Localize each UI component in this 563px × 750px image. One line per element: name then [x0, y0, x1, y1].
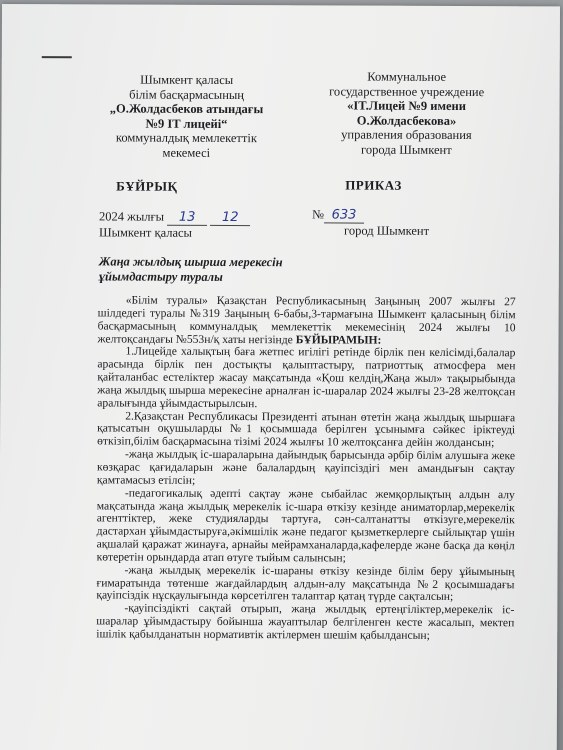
- left-header-line: білім басқармасының: [129, 87, 245, 102]
- intro-paragraph: [98, 294, 516, 347]
- body-paragraph: -педагогикалық әдепті сақтау және сыбайлас жемқорлықтың алдын алу мақсатында жаңа жылдық мерекелік іс-шара өткізу кезінде аниматорлар,мерекелік агенттіктер, жеке студияларды тартуға, сән-салтанатты өткізуге,мерекелік дастархан ұйымдастыруға,әкімшілік және педагог қызметкерлерге сыйлықтар үшін ақшалай қаражат жинауға, арнайы мейрамханаларда,кафелерде және басқа да көңіл көтеретін орындарда атап өтуге тыйым салынсын;: [96, 486, 515, 565]
- intro-text: «Білім туралы» Қазақстан Республикасының Заңының 2007 жылғы 27 шілдедегі туралы №319 Заңының 6-бабы,3-тармағына Шымкент қаласының білім басқармасының коммуналдық мемлекеттік мекемесінің 2024 жылғы 10 желтоқсандағы №553н/қ хаты негізінде: [97, 293, 516, 346]
- left-header-block: [71, 72, 301, 160]
- left-header-line: Шымкент қаласы: [140, 72, 234, 88]
- body-paragraph: 1.Лицейде халықтың баға жетпес игілігі ретінде бірлік пен келісімді,балалар арасында бірлік пен достықты қалыптастыру, патриоттық атмосфера мен қайталанбас естеліктер жасау мақсатында «Қош келдің,Жаңа жыл» тақырыбында жаңа жылдық шырша мерекесіне арналған іс-шаралар 2024 жылғы 23-28 желтоқсан аралығында ұйымдастырылсын.: [97, 344, 516, 410]
- body-paragraph: -жаңа жылдық іс-шараларына дайындық барысында әрбір білім алушыға жеке көзқарас қағидаларын және балалардың қауіпсіздігі мен амандығын сақтау қамтамасыз етілсін;: [96, 447, 516, 487]
- number-prefix: №: [312, 207, 325, 222]
- body-paragraph: -жаңа жылдық мерекелік іс-шараны өткізу кезінде білім беру ұйымының ғимаратында төтенше жағдайлардың алдын-алу мақсатында №2 қосымшадағы қауіпсіздік нұсқаулығында көрсетілген талаптар қатаң түрде сақталсын;: [96, 563, 515, 604]
- city-kz: Шымкент қаласы: [98, 225, 193, 240]
- city-ru: город Шымкент: [343, 223, 430, 238]
- order-title-ru: ПРИКАЗ: [345, 177, 402, 193]
- right-header-line: О.Жолдасбекова»: [356, 113, 457, 128]
- right-header-line: государственное учреждение: [329, 83, 485, 99]
- right-header-line: «IT.Лицей №9 имени: [347, 98, 467, 114]
- body-paragraph: 2.Қазақстан Республикасы Президенті атынан өтетін жаңа жылдық шыршаға қатысатын оқушыларды №1 қосымшада берілген ұсынымға сәйкес іріктеуді өткізіп,білім басқармасына тізімі 2024 жылғы 10 желтоқсанға дейін жолдансын;: [97, 409, 516, 450]
- body-paragraph: -қауіпсіздікті сақтай отырып, жаңа жылдық ертеңгіліктер,мерекелік іс-шаралар ұйымдастыру бойынша жауаптылар белгіленген кесте жасалып, мектеп ішілік қабылданатын нормативтік актілермен шешім қабылдансын;: [96, 601, 515, 642]
- order-subject: [99, 254, 399, 285]
- order-date: [99, 209, 250, 226]
- subject-line: Жаңа жылдық шырша мерекесін: [98, 254, 283, 270]
- corner-mark: [42, 56, 72, 58]
- number-value: 633: [324, 207, 364, 223]
- document-page: [0, 4, 560, 750]
- left-header-line: мекемесі: [162, 145, 211, 160]
- intro-command: БҰЙЫРАМЫН:: [295, 332, 382, 347]
- date-day: 13: [167, 210, 207, 226]
- order-body: [96, 294, 516, 643]
- order-number: [312, 207, 364, 223]
- left-header-line: коммуналдық мемлекеттік: [115, 130, 257, 146]
- right-header-block: [296, 69, 516, 157]
- left-header-line: „О.Жолдасбеков атындағы: [109, 101, 264, 117]
- right-header-line: города Шымкент: [361, 142, 452, 157]
- date-month: 12: [210, 210, 250, 226]
- left-header-line: №9 IT лицейі“: [145, 116, 228, 131]
- subject-line: ұйымдастыру туралы: [98, 269, 223, 284]
- order-title-kz: БҰЙРЫҚ: [116, 178, 178, 194]
- date-year-label: 2024 жылғы: [99, 209, 165, 224]
- right-header-line: управления образования: [341, 127, 472, 143]
- right-header-line: Коммунальное: [367, 69, 447, 84]
